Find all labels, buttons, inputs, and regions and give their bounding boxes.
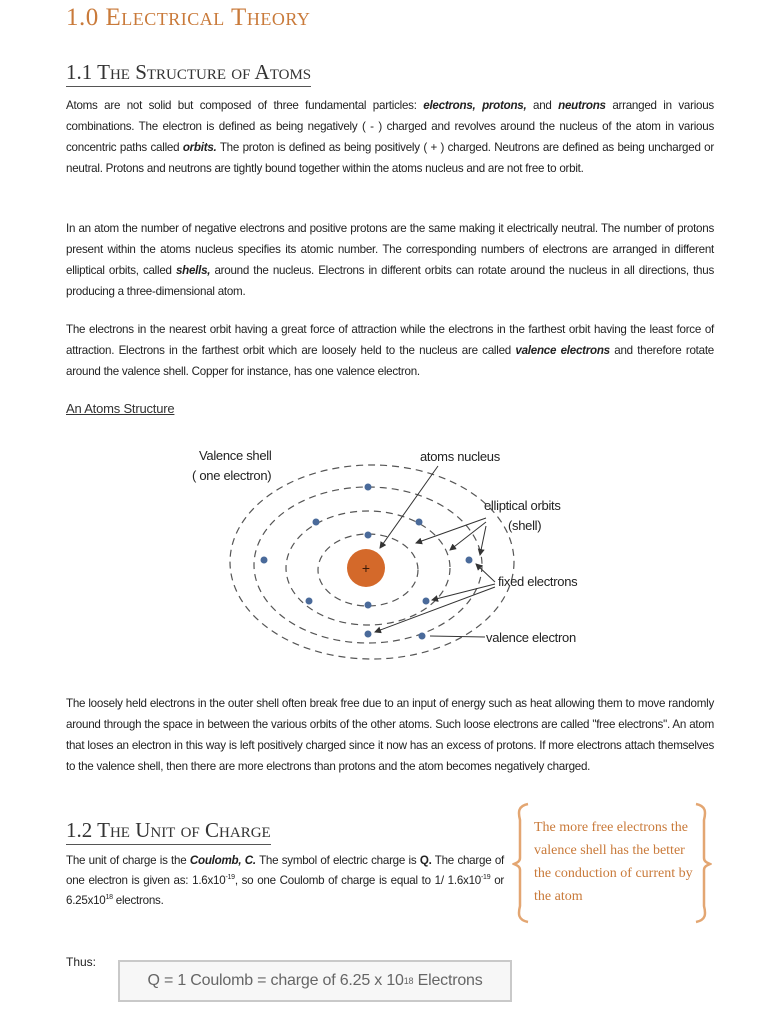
emphasis: electrons, protons, — [423, 99, 527, 112]
paragraph-fundamental-particles — [66, 95, 714, 179]
electron — [365, 484, 372, 491]
electron — [306, 598, 313, 605]
diagram-subheading: An Atoms Structure — [66, 401, 175, 416]
pointer-lines — [375, 466, 495, 637]
text-run: The unit of charge is the — [66, 854, 190, 867]
label-fixed-electrons: fixed electrons — [498, 574, 578, 589]
pointer-nucleus — [380, 466, 438, 548]
text-run: The electrons in the nearest orbit having a great force of attraction while the electrons in the farthest orbit having the least force of attraction. Electrons in the farthest orbit which are loosely held to the nucleus are called — [66, 323, 714, 357]
text-run: and therefore rotate around the valence shell. Copper for instance, has one valence electron. — [66, 344, 714, 378]
thus-label: Thus: — [66, 955, 97, 969]
electron — [466, 557, 473, 564]
formula-tail: Electrons — [413, 972, 483, 989]
pointer-fixed-3 — [375, 587, 495, 632]
electron — [423, 598, 430, 605]
label-valence-shell: Valence shell — [199, 448, 272, 463]
callout-text: The more free electrons the valence shell has the better the conduction of current by the atom — [534, 820, 693, 904]
text-run: and — [526, 99, 559, 112]
electron — [365, 532, 372, 539]
label-elliptical-orbits: elliptical orbits — [484, 498, 561, 513]
text-run: around the nucleus. Electrons in different orbits can rotate around the nucleus in all directions, thus producing a three-dimensional atom. — [66, 264, 714, 298]
page-heading: 1.0 Electrical Theory — [66, 4, 311, 31]
valence-electron — [419, 633, 426, 640]
electron — [365, 602, 372, 609]
text-run: The proton is defined as being positively ( + ) charged. Neutrons are defined as being uncharged or neutral. Protons and neutrons are tightly bound together within the atoms nucleus and are not free to orbit. — [66, 141, 714, 175]
emphasis: shells, — [175, 264, 211, 277]
pointer-orbits-3 — [480, 526, 486, 555]
superscript: -19 — [225, 874, 235, 882]
text-run: arranged in various combinations. The electron is defined as being negatively ( - ) charged and revolves around the nucleus of the atom in various concentric paths called — [66, 99, 714, 154]
pointer-valence — [430, 636, 485, 637]
superscript: 18 — [105, 894, 113, 902]
pointer-fixed-1 — [476, 564, 495, 582]
paragraph-valence-electrons — [66, 319, 714, 382]
electron — [313, 519, 320, 526]
emphasis: Q. — [419, 854, 432, 867]
electron — [416, 519, 423, 526]
emphasis: Coulomb, C. — [189, 854, 256, 867]
text-run: The symbol of electric charge is — [255, 854, 420, 867]
text-run: The loosely held electrons in the outer shell often break free due to an input of energy such as heat allowing them to move randomly around through the space in between the various orbits of the other atoms. Such loose electrons are called "free electrons". An atom that loses an electron in this way is left positively charged since it now has an excess of protons. If more electrons attach themselves to the valence shell, then there are more electrons than protons and the atom becomes negatively charged. — [66, 697, 714, 773]
section-title-unit-of-charge: 1.2 The Unit of Charge — [66, 818, 271, 845]
text-run: In an atom the number of negative electrons and positive protons are the same making it electrically neutral. The number of protons present within the atoms nucleus specifies its atomic number. The corresponding numbers of electrons are arranged in different elliptical orbits, called — [66, 222, 714, 277]
electron — [261, 557, 268, 564]
paragraph-coulomb — [66, 851, 504, 911]
superscript: -19 — [480, 874, 491, 882]
text-run: The charge of one electron is given as: 1.6x10 — [66, 854, 504, 887]
nucleus-plus-sign: + — [361, 560, 371, 576]
electron — [365, 631, 372, 638]
paragraph-shells — [66, 218, 714, 302]
text-run: Atoms are not solid but composed of three fundamental particles: — [66, 99, 424, 112]
label-valence-electron: valence electron — [486, 630, 576, 645]
formula-main: Q = 1 Coulomb = charge of 6.25 x 10 — [147, 972, 404, 989]
emphasis: neutrons — [558, 99, 606, 112]
text-run: electrons. — [112, 894, 164, 907]
formula-box: Q = 1 Coulomb = charge of 6.25 x 10 18 Electrons — [118, 960, 512, 1002]
atom-structure-diagram — [180, 440, 640, 680]
section-title-structure-of-atoms: 1.1 The Structure of Atoms — [66, 60, 311, 87]
paragraph-free-electrons — [66, 693, 714, 777]
label-one-electron: ( one electron) — [192, 468, 272, 483]
emphasis: orbits. — [182, 141, 217, 154]
emphasis: valence electrons — [515, 344, 610, 357]
pointer-fixed-2 — [432, 584, 495, 600]
label-atoms-nucleus: atoms nucleus — [420, 449, 500, 464]
label-shell: (shell) — [508, 518, 542, 533]
pointer-orbits-2 — [450, 522, 486, 550]
text-run: , so one Coulomb of charge is equal to 1/ 1.6x10 — [234, 874, 481, 887]
text-run: or 6.25x10 — [66, 874, 504, 907]
